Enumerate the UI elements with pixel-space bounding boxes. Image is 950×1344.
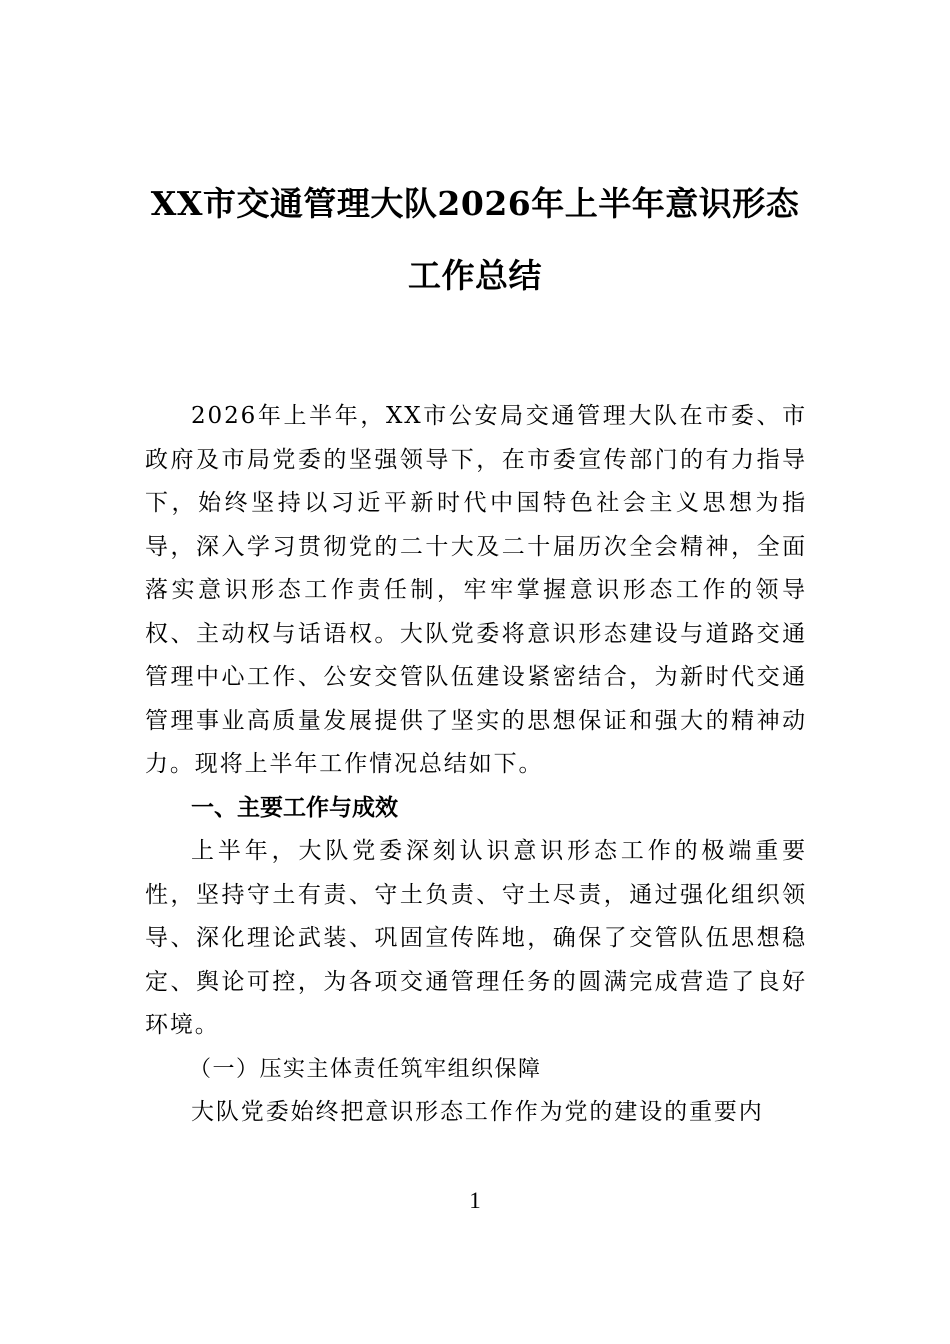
document-body — [145, 395, 807, 1135]
subsection-heading: （一）压实主体责任筑牢组织保障 — [189, 1056, 542, 1082]
section-paragraph: 上半年，大队党委深刻认识意识形态工作的极端重要性，坚持守土有责、守土负责、守土尽责，通过强化组织领导、深化理论武装、巩固宣传阵地，确保了交管队伍思想稳定、舆论可控，为各项交通管理任务的圆满完成营造了良好环境。 — [145, 838, 807, 1038]
section-heading: 一、主要工作与成效 — [191, 794, 398, 821]
intro-paragraph: 2026年上半年，XX市公安局交通管理大队在市委、市政府及市局党委的坚强领导下，在市委宣传部门的有力指导下，始终坚持以习近平新时代中国特色社会主义思想为指导，深入学习贯彻党的二十大及二十届历次全会精神，全面落实意识形态工作责任制，牢牢掌握意识形态工作的领导权、主动权与话语权。大队党委将意识形态建设与道路交通管理中心工作、公安交管队伍建设紧密结合，为新时代交通管理事业高质量发展提供了坚实的思想保证和强大的精神动力。现将上半年工作情况总结如下。 — [145, 403, 807, 777]
subsection-paragraph: 大队党委始终把意识形态工作作为党的建设的重要内 — [191, 1099, 764, 1125]
document-title: XX市交通管理大队2026年上半年意识形态工作总结 — [150, 184, 800, 295]
page-number: 1 — [469, 1188, 481, 1213]
